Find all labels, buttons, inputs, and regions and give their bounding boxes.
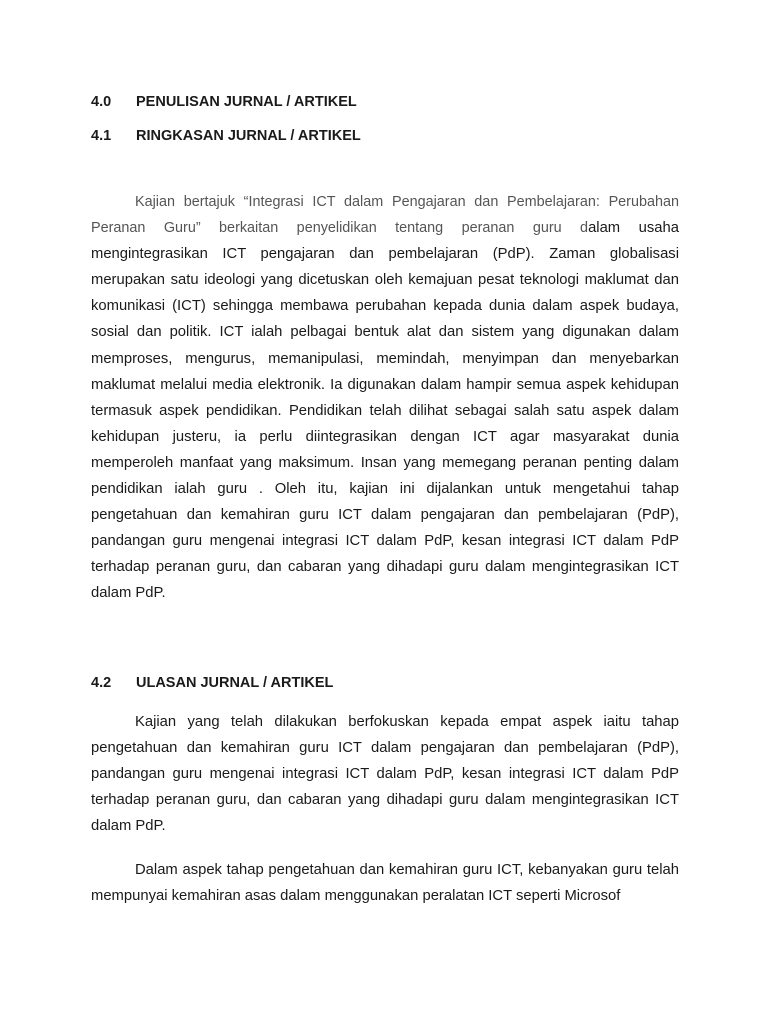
summary-paragraph-faded-text: Kajian bertajuk “Integrasi ICT dalam Pengajaran dan Pembelajaran: Perubahan Peranan Guru” berkaitan penyelidikan tentang peranan guru d xyxy=(91,194,679,237)
section-heading-4-1 xyxy=(91,127,361,145)
review-paragraph-1: Kajian yang telah dilakukan berfokuskan kepada empat aspek iaitu tahap pengetahuan dan kemahiran guru ICT dalam pengajaran dan pembelajaran (PdP), pandangan guru mengenai integrasi ICT dalam PdP, kesan integrasi ICT dalam PdP terhadap peranan guru, dan cabaran yang dihadapi guru dalam mengintegrasikan ICT dalam PdP. xyxy=(91,714,679,835)
review-paragraph-2: Dalam aspek tahap pengetahuan dan kemahiran guru ICT, kebanyakan guru telah mempunyai kemahiran asas dalam menggunakan peralatan ICT seperti Microsof xyxy=(91,862,679,905)
section-number: 4.0 xyxy=(91,94,112,110)
section-heading-4-2 xyxy=(91,674,333,692)
section-title: RINGKASAN JURNAL / ARTIKEL xyxy=(136,128,361,144)
summary-paragraph xyxy=(91,189,679,607)
section-number: 4.1 xyxy=(91,128,112,144)
section-title: PENULISAN JURNAL / ARTIKEL xyxy=(136,94,357,110)
summary-paragraph-text: alam usaha mengintegrasikan ICT pengajaran dan pembelajaran (PdP). Zaman globalisasi merupakan satu ideologi yang dicetuskan oleh kemajuan pesat teknologi maklumat dan komunikasi (ICT) sehingga membawa perubahan kepada dunia dalam aspek budaya, sosial dan politik. ICT ialah pelbagai bentuk alat dan sistem yang digunakan dalam memproses, mengurus, memanipulasi, memindah, menyimpan dan menyebarkan maklumat melalui media elektronik. Ia digunakan dalam hampir semua aspek kehidupan termasuk aspek pendidikan. Pendidikan telah dilihat sebagai salah satu aspek dalam kehidupan justeru, ia perlu diintegrasikan dengan ICT agar masyarakat dunia memperoleh manfaat yang maksimum. Insan yang memegang peranan penting dalam pendidikan ialah guru . Oleh itu, kajian ini dijalankan untuk mengetahui tahap pengetahuan dan kemahiran guru ICT dalam pengajaran dan pembelajaran (PdP), pandangan guru mengenai integrasi ICT dalam PdP, kesan integrasi ICT dalam PdP terhadap peranan guru, dan cabaran yang dihadapi guru dalam mengintegrasikan ICT dalam PdP. xyxy=(91,220,679,602)
section-number: 4.2 xyxy=(91,675,112,691)
section-title: ULASAN JURNAL / ARTIKEL xyxy=(136,675,334,691)
section-heading-4-0 xyxy=(91,93,357,111)
